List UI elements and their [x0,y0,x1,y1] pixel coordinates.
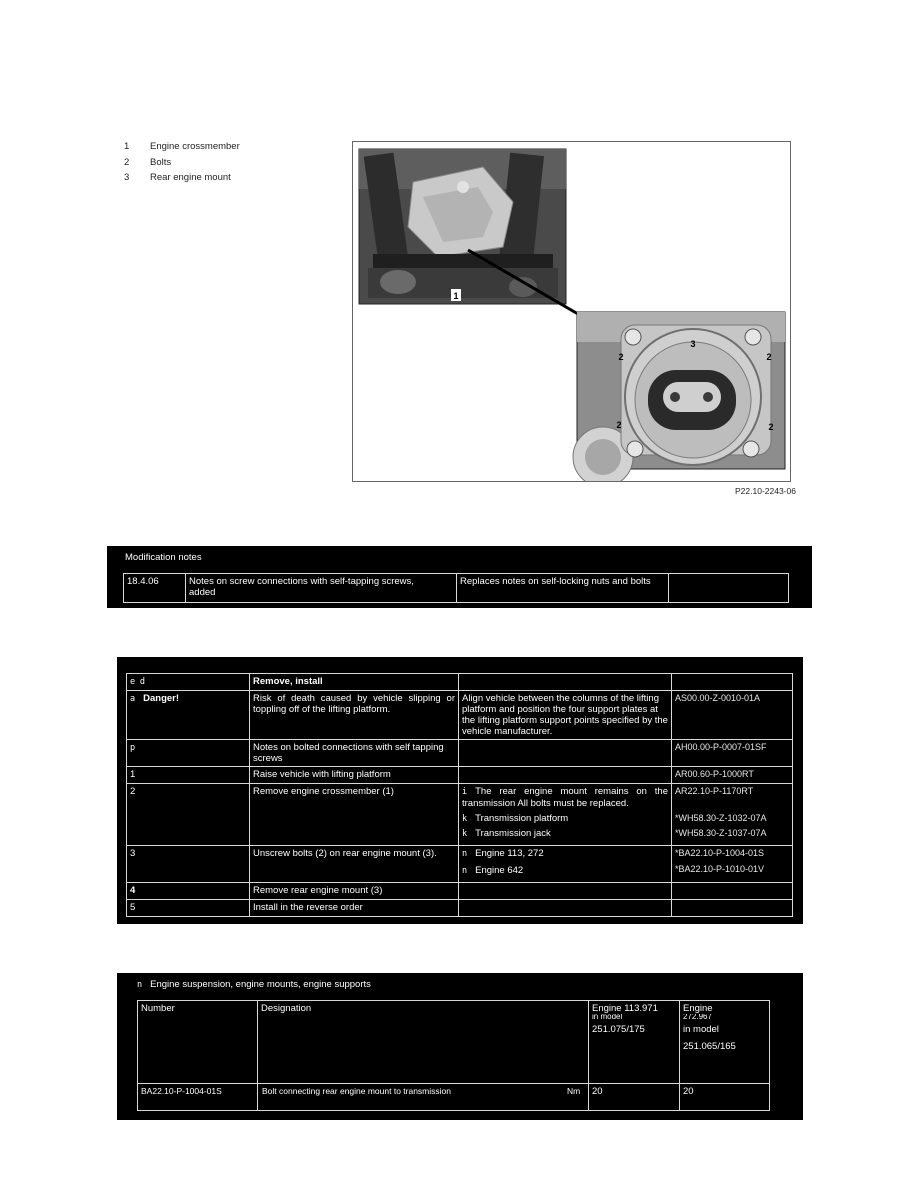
tool-symbol: k [462,814,468,824]
procedure-header-empty [671,673,793,691]
procedure-panel [117,657,803,924]
modification-notes-title: Modification notes [125,552,202,563]
tool-label: Transmission platform [475,813,569,824]
step-action: Remove rear engine mount (3) [249,882,459,900]
spec-value-engine-2: 20 [679,1083,770,1111]
step-action: Remove engine crossmember (1) [249,783,459,846]
specs-symbol: n [137,980,143,990]
callout-2: 2 [616,420,622,430]
step-action: Install in the reverse order [249,899,459,917]
engine-item [462,865,668,877]
spec-value-engine-1: 20 [588,1083,680,1111]
specs-title-text: Engine suspension, engine mounts, engine supports [150,979,371,990]
danger-note: Align vehicle between the columns of the lifting platform and position the four support plates at the lifting platform support points specified by the vehicle manufacturer. [458,690,672,740]
modification-date: 18.4.06 [123,573,186,603]
figure-legend [124,139,240,186]
info-text: The rear engine mount remains on the transmission All bolts must be replaced. [462,786,668,809]
step-danger [126,690,250,740]
tool-label: Transmission jack [475,828,551,839]
step-3-notes [458,845,672,883]
engine-1-model: 251.075/175 [592,1024,645,1035]
engine-2-model: 251.065/165 [683,1041,736,1052]
legend-item [124,139,240,155]
spec-number[interactable]: BA22.10-P-1004-01S [137,1083,258,1111]
step-number: 2 [126,783,250,846]
tool-ref[interactable]: *WH58.30-Z-1032-07A [675,813,767,823]
specs-header-engine-1 [588,1000,680,1084]
figure-caption: P22.10-2243-06 [735,486,796,496]
step-2-refs [671,783,793,846]
step-empty [458,882,672,900]
step-action: Raise vehicle with lifting platform [249,766,459,784]
tool-item [462,828,668,840]
modification-note [185,573,457,603]
modification-replaces: Replaces notes on self-locking nuts and bolts [456,573,669,603]
step-action: Unscrew bolts (2) on rear engine mount (3). [249,845,459,883]
spec-unit: Nm [567,1086,581,1096]
procedure-header-empty [458,673,672,691]
notes-empty [458,739,672,767]
engine-item [462,848,668,860]
step-3-refs [671,845,793,883]
modification-note-line: added [189,587,216,598]
notes-symbol: p [130,743,136,753]
engine-mount-photo [353,142,790,481]
danger-symbol: a [130,694,136,704]
step-number: 4 [126,882,250,900]
torque-ref[interactable]: *BA22.10-P-1010-01V [675,864,765,874]
legend-label: Bolts [150,156,172,168]
step-2-info [462,786,668,809]
step-ref[interactable]: AR00.60-P-1000RT [671,766,793,784]
step-number: 1 [126,766,250,784]
engine-1-label: Engine 113.971 [592,1003,658,1014]
legend-item [124,155,240,171]
callout-1: 1 [453,291,459,301]
notes-ref[interactable]: AH00.00-P-0007-01SF [671,739,793,767]
step-notes [126,739,250,767]
step-empty [671,882,793,900]
specs-header-number: Number [137,1000,258,1084]
legend-label: Rear engine mount [150,172,231,183]
specs-header-engine-2 [679,1000,770,1084]
specs-title [137,979,371,990]
spec-designation-text: Bolt connecting rear engine mount to transmission [262,1086,451,1096]
modification-notes-panel [107,546,812,608]
engine-2-label: Engine [683,1003,713,1014]
tool-ref[interactable]: *WH58.30-Z-1037-07A [675,828,767,838]
step-2-notes [458,783,672,846]
step-empty [458,766,672,784]
engine-symbol: n [462,866,468,876]
engine-label: Engine 642 [475,865,524,876]
tool-symbol: k [462,829,468,839]
engine-symbol: n [462,849,468,859]
procedure-header-title: Remove, install [249,673,459,691]
danger-ref[interactable]: AS00.00-Z-0010-01A [671,690,793,740]
notes-action: Notes on bolted connections with self tapping screws [249,739,459,767]
callout-2: 2 [618,352,624,362]
engine-2-model-label: in model [683,1024,719,1035]
danger-action: Risk of death caused by vehicle slipping or toppling off of the lifting platform. [249,690,459,740]
spec-designation [257,1083,589,1111]
engine-1-model-label: in model [592,1014,623,1020]
engine-label: Engine 113, 272 [475,848,544,859]
legend-number: 3 [124,172,130,183]
torque-ref[interactable]: *BA22.10-P-1004-01S [675,848,765,858]
modification-empty-cell [668,573,789,603]
danger-label: Danger! [143,693,180,704]
specs-header-designation: Designation [257,1000,589,1084]
step-number: 3 [126,845,250,883]
step-number: 5 [126,899,250,917]
procedure-header-symbols [126,673,250,691]
modification-note-line: Notes on screw connections with self-tapping screws, [189,576,414,587]
callout-2: 2 [766,352,772,362]
step-ref[interactable]: AR22.10-P-1170RT [675,786,754,796]
legend-number: 2 [124,156,130,168]
legend-label: Engine crossmember [150,141,240,152]
engine-2-code: 272.967 [683,1014,712,1020]
specs-panel [117,973,803,1120]
tool-item [462,813,668,825]
header-symbols: e d [130,677,145,687]
legend-item [124,170,240,186]
legend-number: 1 [124,141,130,152]
info-symbol: i [462,787,468,797]
step-empty [671,899,793,917]
callout-3: 3 [690,339,696,349]
engine-mount-figure [352,141,791,482]
callout-2: 2 [768,422,774,432]
step-empty [458,899,672,917]
